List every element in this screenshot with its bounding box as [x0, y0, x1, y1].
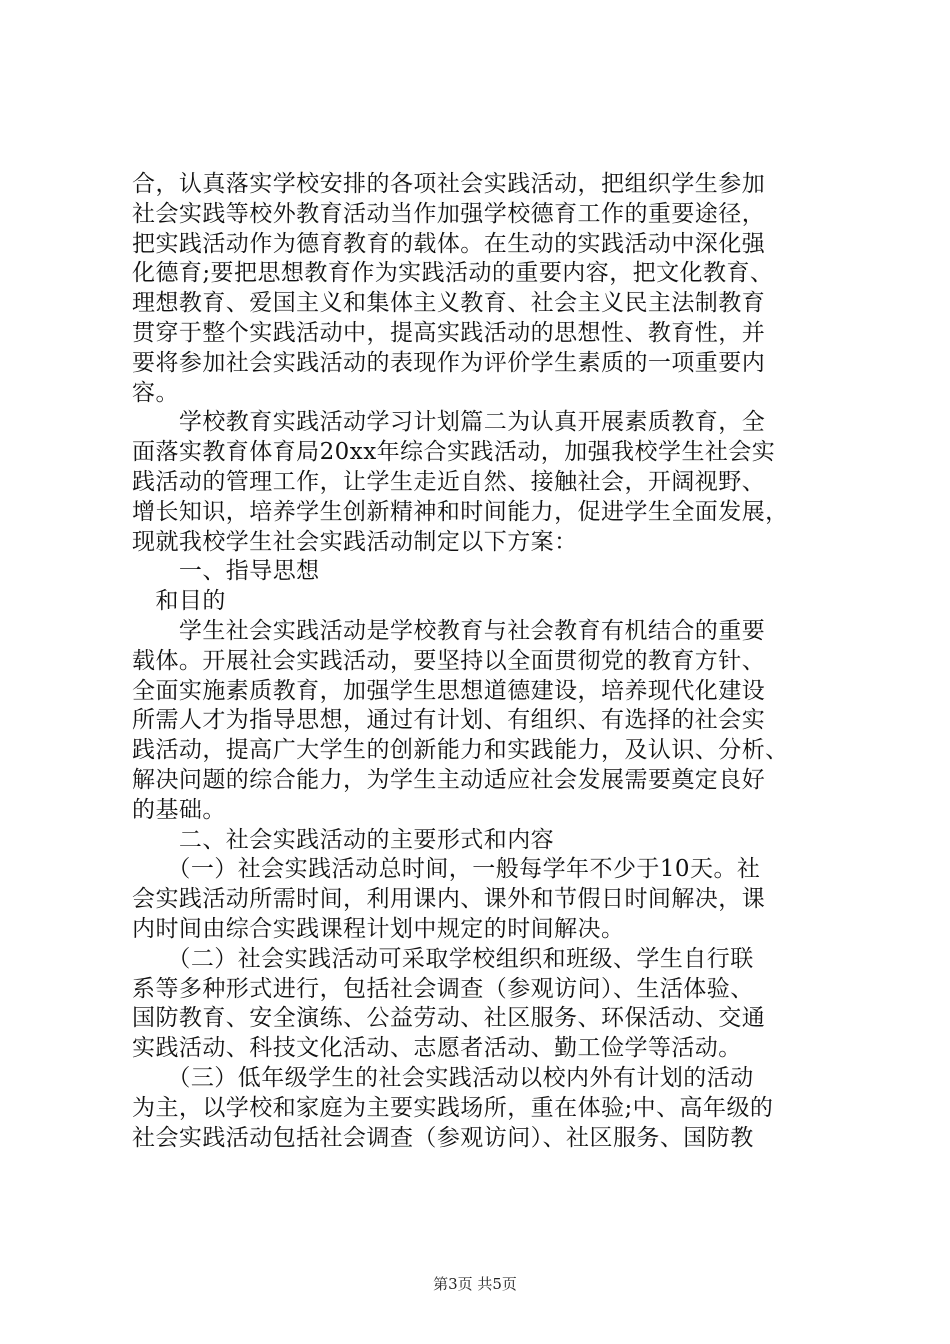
text-line: 全面实施素质教育，加强学生思想道德建设，培养现代化建设 [132, 677, 766, 704]
section-heading: 和目的 [132, 588, 226, 615]
body-text [132, 170, 832, 1153]
text-line: 把实践活动作为德育教育的载体。在生动的实践活动中深化强 [132, 230, 766, 257]
text-line: 社会实践活动包括社会调查（参观访问）、社区服务、国防教 [132, 1124, 754, 1151]
text-line: 贯穿于整个实践活动中，提高实践活动的思想性、教育性，并 [132, 319, 766, 346]
text-line: 理想教育、爱国主义和集体主义教育、社会主义民主法制教育 [132, 290, 766, 317]
text-line: 国防教育、安全演练、公益劳动、社区服务、环保活动、交通 [132, 1005, 766, 1032]
text-line: （一）社会实践活动总时间，一般每学年不少于10天。社 [132, 856, 761, 883]
text-line: 学校教育实践活动学习计划篇二为认真开展素质教育，全 [132, 409, 766, 436]
text-line: 的基础。 [132, 796, 226, 823]
section-heading: 一、指导思想 [132, 558, 320, 585]
text-line: 践活动，提高广大学生的创新能力和实践能力，及认识、分析、 [132, 737, 789, 764]
text-line: 解决问题的综合能力，为学生主动适应社会发展需要奠定良好 [132, 766, 766, 793]
text-line: 合，认真落实学校安排的各项社会实践活动，把组织学生参加 [132, 171, 766, 197]
text-line: 化德育;要把思想教育作为实践活动的重要内容，把文化教育、 [132, 260, 774, 287]
text-line: 容。 [132, 379, 179, 406]
text-line: 内时间由综合实践课程计划中规定的时间解决。 [132, 915, 625, 942]
page-footer: 第3页 共5页 [433, 1275, 517, 1293]
text-line: 面落实教育体育局20xx年综合实践活动，加强我校学生社会实 [132, 439, 776, 466]
text-line: 社会实践等校外教育活动当作加强学校德育工作的重要途径， [132, 200, 766, 227]
text-line: （二）社会实践活动可采取学校组织和班级、学生自行联 [132, 945, 754, 972]
text-line: 现就我校学生社会实践活动制定以下方案： [132, 528, 578, 555]
text-line: 所需人才为指导思想，通过有计划、有组织、有选择的社会实 [132, 707, 766, 734]
text-line: 践活动的管理工作，让学生走近自然、接触社会，开阔视野、 [132, 468, 766, 495]
text-line: 载体。开展社会实践活动，要坚持以全面贯彻党的教育方针、 [132, 647, 766, 674]
text-line: 系等多种形式进行，包括社会调查（参观访问）、生活体验、 [132, 975, 754, 1002]
text-line: 增长知识，培养学生创新精神和时间能力，促进学生全面发展， [132, 498, 789, 525]
text-line: 要将参加社会实践活动的表现作为评价学生素质的一项重要内 [132, 349, 766, 376]
text-line: 学生社会实践活动是学校教育与社会教育有机结合的重要 [132, 617, 766, 644]
text-line: 实践活动、科技文化活动、志愿者活动、勤工俭学等活动。 [132, 1035, 742, 1062]
section-heading: 二、社会实践活动的主要形式和内容 [132, 826, 555, 853]
text-line: 为主，以学校和家庭为主要实践场所，重在体验;中、高年级的 [132, 1094, 774, 1121]
text-line: （三）低年级学生的社会实践活动以校内外有计划的活动 [132, 1064, 754, 1091]
text-line: 会实践活动所需时间，利用课内、课外和节假日时间解决，课 [132, 886, 766, 913]
